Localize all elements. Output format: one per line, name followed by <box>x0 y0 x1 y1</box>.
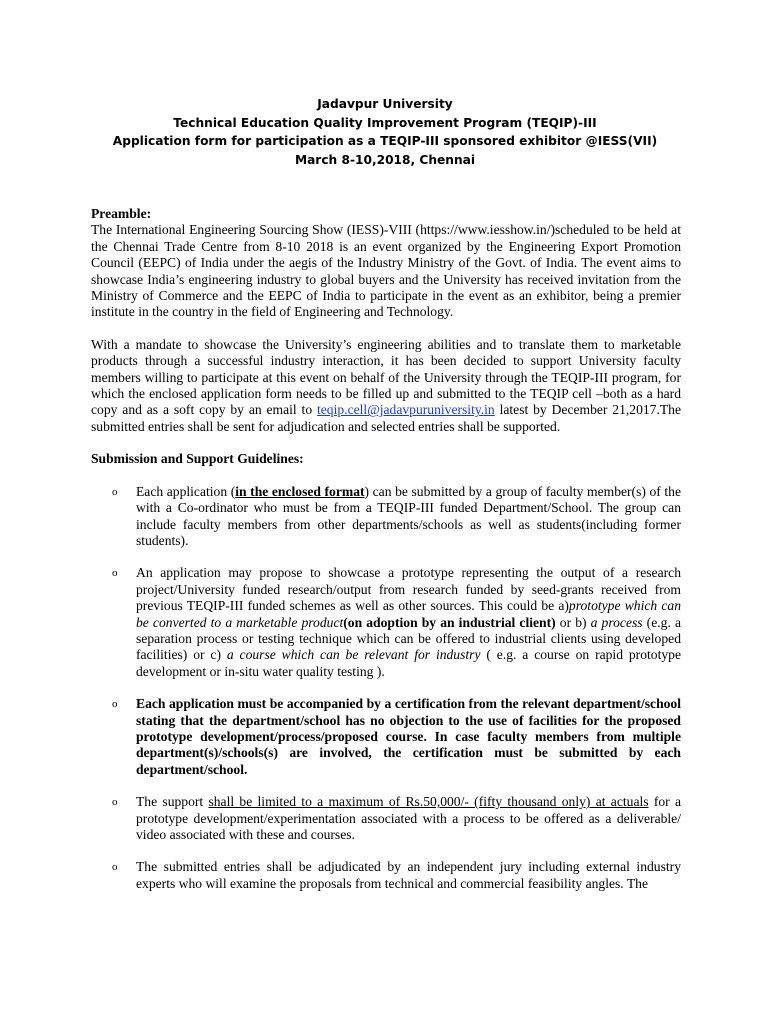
guidelines-heading: Submission and Support Guidelines: <box>91 451 304 467</box>
bullet-icon: o <box>112 698 118 711</box>
document-body <box>91 206 681 908</box>
list-item: o An application may propose to showcase a prototype representing the output of a research project/University funded research/output from research funded by seed-grants received from previous TEQIP-III funded schemes as well as other sources. This could be a)prototype which can be converted to a marketable product(on adoption by an industrial client) or b) a process (e.g. a separation process or testing technique which can be offered to industrial clients using developed facilities) or c) a course which can be relevant for industry ( e.g. a course on rapid prototype development or in-situ water quality testing ). <box>112 565 681 679</box>
paragraph-2-text-a: With a mandate to showcase the University’s engineering abilities and to translate them to marketable products through a successful industry interaction, it has been decided to support University faculty members willing to participate at this event on behalf of the University through the TEQIP-III program, for which the enclosed application form needs to be filled up and submitted to the TEQIP cell –both as a hard copy and as a soft copy by an email to <box>91 336 681 418</box>
preamble-heading: Preamble: <box>91 206 152 221</box>
bullet-icon: o <box>112 485 118 498</box>
list-item: o The support shall be limited to a maximum of Rs.50,000/- (fifty thousand only) at actuals for a prototype development/experimentation associated with a process to be offered as a deliverable/ video associated with these and courses. <box>112 794 681 842</box>
document-header <box>0 95 770 170</box>
bullet-icon: o <box>112 796 118 809</box>
event-date-location: March 8-10,2018, Chennai <box>294 153 476 168</box>
list-item: o The submitted entries shall be adjudicated by an independent jury including external industry experts who will examine the proposals from technical and commercial feasibility angles. The <box>112 859 681 891</box>
university-name: Jadavpur University <box>317 97 453 111</box>
bullet-icon: o <box>112 567 118 580</box>
paragraph-2-text-b: latest by December 21,2017.The submitted entries shall be sent for adjudication and selected entries shall be supported. <box>91 402 682 434</box>
preamble-paragraph-1: The International Engineering Sourcing Show (IESS)-VIII (https://www.iesshow.in/)scheduled to be held at the Chennai Trade Centre from 8-10 2018 is an event organized by the Engineering Export Promotion Council (EEPC) of India under the aegis of the Industry Ministry of the Govt. of India. The event aims to showcase India’s engineering industry to global buyers and the University has received invitation from the Ministry of Commerce and the EEPC of India to participate in the event as an exhibitor, being a premier institute in the country in the field of Engineering and Technology. <box>91 222 681 320</box>
form-title: Application form for participation as a TEQIP-III sponsored exhibitor @IESS(VII) <box>112 134 658 149</box>
list-item: o Each application (in the enclosed format) can be submitted by a group of faculty member(s) of the with a Co-ordinator who must be from a TEQIP-III funded Department/School. The group can include faculty members from other departments/schools as well as students(including former students). <box>112 483 681 548</box>
bullet-icon: o <box>112 861 118 874</box>
guidelines-list <box>91 484 681 893</box>
email-link[interactable]: teqip.cell@jadavpuruniversity.in <box>317 402 495 418</box>
program-title: Technical Education Quality Improvement Program (TEQIP)-III <box>173 115 597 130</box>
preamble-paragraph-2 <box>91 337 681 435</box>
enclosed-format-link: in the enclosed format <box>235 483 365 499</box>
list-item: o Each application must be accompanied by a certification from the relevant department/school stating that the department/school has no objection to the use of facilities for the proposed prototype development/process/proposed course. In case faculty members from multiple department(s)/schools(s) are involved, the certification must be submitted by each department/school. <box>112 696 681 777</box>
